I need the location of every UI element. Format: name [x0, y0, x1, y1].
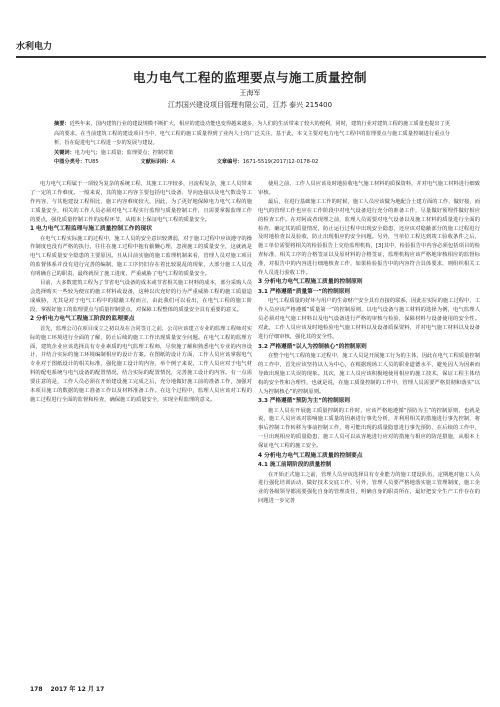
paragraph: 在电气工程实际施工的过程中，施工人员的安全意识较薄弱，对于施工过程中应该遵守的操作制度也没有严格的执行，往往在施工过程中拖有偷懒心理，忽视施工的质量安全，这就就是电气工程质量安全隐患的主要原因。且从目前实施的施工监理机制来看，管理人员对施工项目的监督体系并没有进行完善的编制，施工工序仍旧存在着比较混乱的现象，大部分施工人员没有明确自己的职责，最终就误了施工进度，严重威胁了电气工程的质量安全。	[30, 235, 252, 278]
running-header	[16, 32, 486, 58]
page-footer	[30, 684, 112, 693]
section-heading: 1 电力电气工程监理与施工质量控制工作的现状	[30, 226, 152, 233]
keywords-line	[54, 149, 450, 158]
article-no-label: 文章编号：	[216, 159, 243, 165]
clc-value: TU85	[85, 159, 99, 165]
body-column-left	[30, 180, 252, 660]
keywords-label: 关键词：	[54, 150, 75, 156]
clc-label: 中图分类号：	[54, 159, 86, 165]
section-heading: 2 分析电力电气工程施工阶段的监理要点	[30, 316, 135, 323]
doc-code-value: A	[171, 159, 176, 165]
paragraph: 电力电气工程属于一项较为复杂的系统工程，其施工工序较多，且流程复杂，施工人员带来了一定的工作难度。一般来说，其的施工内容主要包括电气设备、导向连接以及电气数设等工作内容，与其他建设工程相比，施工内容难度较大，因此，为了更好地保障电力电气工程的施工质量安全，相关的工作人员必须对电气工程实行监理与质量控制工作，且需要掌握监理工作的要点，强化质量控制工作的流程环节，从根本上保证电气工程的质量安全。	[30, 181, 252, 223]
journal-name: 水利电力	[16, 42, 53, 52]
section-heading: 4 分析电力电气工程施工质量的控制要点	[258, 452, 363, 459]
body-column-right	[258, 180, 480, 660]
subsection-heading: 4.1 施工前期阶段的质量控制	[258, 462, 332, 469]
keywords-text: 电力电气；施工质量；监理要点；控制对策	[74, 150, 174, 156]
article-no-value: 1671-5519(2017)12-0178-02	[242, 159, 319, 165]
abstract-label: 摘要：	[54, 121, 70, 127]
paper-affiliation: 江苏国兴建设项目管理有限公司，江苏 泰兴 215400	[167, 101, 333, 109]
page-number: 178	[30, 686, 43, 693]
subsection-heading: 3.2 严格遵循“以人为控制核心”的控制原则	[258, 343, 367, 350]
paragraph: 在开始正式施工之前，管理人员应该选择具有专业能力的施工建设队伍，定期地对施工人员进行强化培训活动，做好技术交底工作，另外，管理人员要严格地落实施工管理制度，施工企业的各级领导都需要强化自身的管理责任，明确自身的职责所在，最好把安全生产工作存在的问题进一步完善	[258, 471, 480, 505]
subsection-heading: 3.3 严格遵循“预防为主”的控制原则	[258, 398, 350, 405]
paragraph: 使用之前，工作人员应该及时地验收电气施工材料的质保资料，并对电气施工材料进行细致审核。	[258, 181, 480, 196]
paragraph: 电气工程质量的好坏与用户的生命财产安全具有直接的联系，因此在实际的施工过程中，工作人员应该严格遵循“质量第一”的控制原则，以电气设备与施工材料的选择为例，电气监理人员必须对电气施工材料以及电气设备进行严格的审核与检验，保障材料与设备使用的安全性。对此，工作人员应该及时地检验电气施工材料以及设备质保资料，并对电气施工材料以及设备进行仔细审核，强化其的安全性。	[258, 298, 480, 341]
paragraph: 最后，在进行基础施工工作的时候，施工人员应该做为地配合土建方面的工作，做好接，而电气的管理工作也应在工作阶段中对电气设备进行充分的准备工作，尽量做好预埋件做好相应的检查工作。在对阿或者现埋之前，监理人员需要对电气设备以及施工材料的质量进行全面的检查，确定其的质量情况，防止运行过程中出现安全隐患，还应该对隐蔽部分的施工过程进行及时地检查以及验收，防止出现相应的安全问题。另外，当单位工程达到竣工验收条件之后，施工单位需要将相关的检验报告上交给监理机构，[3]其中，检验报告中内容必须包括项目的检查标准、相关工序的合格签证以及原材料的合格签证，监理机构应该严格地审核相应的监督标准，对报告中的内容进行细地核查工作，如果检验报告中的内容符合具体要求，则组织相关工作人员进行验收工作。	[258, 198, 480, 277]
abstract-text: 近些年来，国内建筑行业的建设规模不断扩大，相应的建设功能也变得越来越多，为人们的生活带来了较大的便利，同时，建筑行业对建筑工程的施工质量也提出了更高的要求。在当前建筑工程的建设项目当中，电气工程的施工质量得到了业内人士的广泛关注。基于此，本文主要对电力电气工程中的监理要点与施工质量控制进行重点分析，旨在促进电气工程进一步的发展与建设。	[54, 121, 450, 146]
section-heading: 3 分析电力电气工程施工质量的控制原则	[258, 279, 363, 286]
paragraph: 首先，监理公司在项目成立之初以及在合同签订之前，公司应该建立专业的监理工程师对实际的施工环境进行全面的了解，防止后续的施工工作出现质量安全问题。在电气工程的监理方面，建筑企业应该选择具有专业素质的电气监理工程师，尽快施了解和熟悉电气专业的内容设计，并结合实际的施工环境编制相应的设计方案。在图纸的设计方面，工作人员应该掌握电气专业对于图纸设计的相关标准，强化施工设计的内容，举个例子来说，工作人员应对于电气材料的配电系统与电气设备的配置情况，结合实际的配置情况，完善施工设计的内容。有一点需要注意的是，工作人员必须在开始建设施工完成之后，充分地做好施工前的准备工作，加强对本项目施工的数据的施工准备工作以及材料准备工作。在这个过程中，监理人员应该对工程的施工过程进行全面的监督和检查，确保施工的质量安全，实现全程监理的意义。	[30, 325, 252, 403]
classification-line	[54, 158, 450, 167]
subsection-heading: 3.1 严格遵循“质量第一”的控制原则	[258, 288, 350, 295]
paragraph: 施工人员在开展施工质量控制的工作时，应该严格地遵循“预防为主”的控制原则，也就是说，施工人员应该对影响施工质量的因素进行事先分析，并利用相关的措施进行事先控制，将事后控制工作转移为事前控制工作，将可能出现的质量隐患进行事先预防，在后续的工作中，一旦出现相应的质量隐患，施工人员可以从容地进行应对的措施与相应的防范措施，从根本上保证电气工程的施工安全。	[258, 407, 480, 450]
paper-title: 电力电气工程的监理要点与施工质量控制	[132, 70, 367, 85]
doc-code-label: 文献标识码：	[140, 159, 172, 165]
abstract	[54, 120, 450, 149]
paper-author: 王海军	[239, 89, 261, 97]
paragraph: 目前，大多数建筑工程为了节省电气设备的成本或节省相关施工材料的成本，部分采购人员会选择购买一些较为便宜的施工材料或设备，这种以次充好的行为严重威胁工程的施工质量造成威胁，尤其是对于电气工程中的隐蔽工程而言，由此我们可以看出，在电气工程的施工阶段，掌握好施工的监理要点与质量控制要点，对保障工程整体的质量安全具有重要的意义。	[30, 280, 252, 313]
issue-date: 2017 年 12 月 17	[50, 686, 105, 693]
paragraph: 在整个电气工程的施工过程中，施工人员是开展施工行为的主体，因此在电气工程质量控制的工作中，首先应该坚持以人为中心，在根据现场工人员的职业道德水平，避免因人为因素而导致出现施工失误的现象。其次，施工人员应该积极地使用相应的施工技术，保证工程主体结构的安全性和合理性，也就是说，在施工质量控制的工作中，管理人员需要严格贯彻和落实“以人为控制核心”的控制原则。	[258, 353, 480, 395]
